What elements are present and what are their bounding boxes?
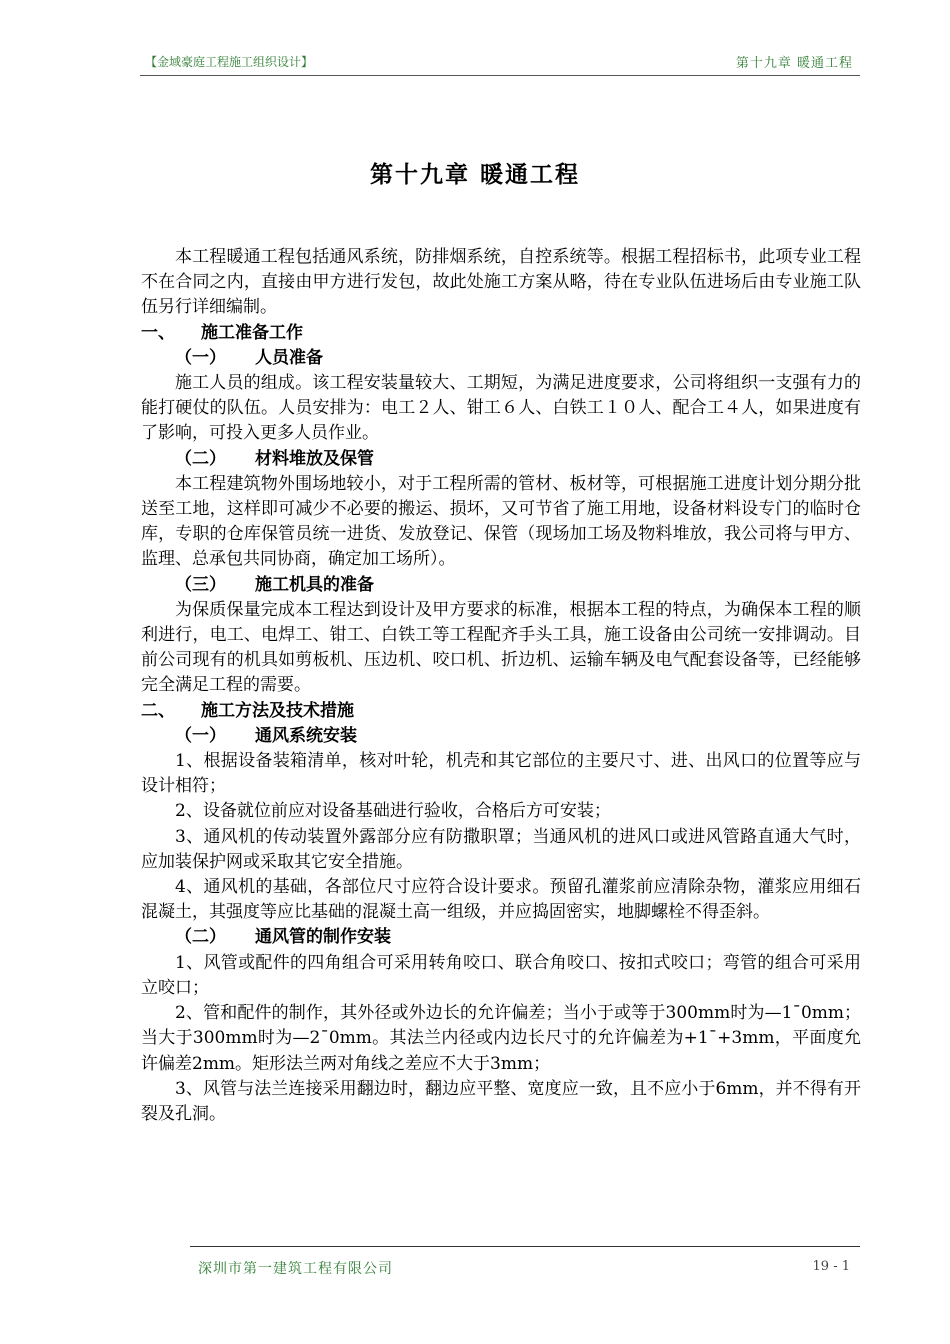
header-divider <box>140 75 860 76</box>
page-title: 第十九章 暖通工程 <box>369 161 580 188</box>
subsection-number: （一） <box>175 725 226 746</box>
intro-paragraph: 本工程暖通工程包括通风系统，防排烟系统，自控系统等。根据工程招标书，此项专业工程不在合同之内，直接由甲方进行发包，故此处施工方案从略，待在专业队伍进场后由专业施工队伍另行详细编制。 <box>141 247 861 318</box>
subsection-heading <box>141 724 861 749</box>
footer-divider <box>190 1246 860 1247</box>
subsection-title: 通风系统安装 <box>255 725 357 746</box>
list-item: 1、风管或配件的四角组合可采用转角咬口、联合角咬口、按扣式咬口；弯管的组合可采用立咬口； <box>141 952 861 998</box>
subsection-title: 施工机具的准备 <box>255 574 374 595</box>
subsection-heading <box>141 925 861 950</box>
header-document-title: 【金域豪庭工程施工组织设计】 <box>145 55 314 69</box>
list-item: 1、根据设备装箱清单，核对叶轮，机壳和其它部位的主要尺寸、进、出风口的位置等应与设计相符； <box>141 751 861 797</box>
document-body <box>141 245 861 1127</box>
section-title: 施工准备工作 <box>201 322 303 343</box>
subsection-title: 材料堆放及保管 <box>255 448 374 469</box>
section-heading <box>141 321 861 346</box>
page-number: 19 - 1 <box>812 1259 850 1274</box>
subsection-title: 通风管的制作安装 <box>255 927 391 948</box>
paragraph: 施工人员的组成。该工程安装量较大、工期短，为满足进度要求，公司将组织一支强有力的能打硬仗的队伍。人员安排为：电工２人、钳工６人、白铁工１０人、配合工４人，如果进度有了影响，可投入更多人员作业。 <box>141 373 861 444</box>
footer-company: 深圳市第一建筑工程有限公司 <box>198 1261 393 1277</box>
subsection-heading <box>141 447 861 472</box>
list-item: 2、设备就位前应对设备基础进行验收，合格后方可安装； <box>175 801 611 822</box>
section-number: 二、 <box>141 700 175 721</box>
subsection-number: （二） <box>175 927 226 948</box>
section-heading <box>141 699 861 724</box>
subsection-heading <box>141 346 861 371</box>
subsection-title: 人员准备 <box>255 347 323 368</box>
header-chapter-title: 第十九章 暖通工程 <box>735 56 853 71</box>
list-item: 3、风管与法兰连接采用翻边时，翻边应平整、宽度应一致，且不应小于6mm，并不得有开裂及孔洞。 <box>141 1078 861 1124</box>
paragraph: 本工程建筑物外围场地较小，对于工程所需的管材、板材等，可根据施工进度计划分期分批送至工地，这样即可减少不必要的搬运、损坏，又可节省了施工用地，设备材料设专门的临时仓库，专职的仓库保管员统一进货、发放登记、保管（现场加工场及物料堆放，我公司将与甲方、监理、总承包共同协商，确定加工场所）。 <box>141 473 861 570</box>
subsection-number: （二） <box>175 448 226 469</box>
list-item: 4、通风机的基础，各部位尺寸应符合设计要求。预留孔灌浆前应清除杂物，灌浆应用细石混凝土，其强度等应比基础的混凝土高一组级，并应捣固密实，地脚螺栓不得歪斜。 <box>141 877 861 923</box>
subsection-number: （一） <box>175 347 226 368</box>
subsection-heading <box>141 573 861 598</box>
section-number: 一、 <box>141 322 175 343</box>
list-item: 3、通风机的传动装置外露部分应有防撒职罩；当通风机的进风口或进风管路直通大气时，应加装保护网或采取其它安全措施。 <box>141 826 861 872</box>
paragraph: 为保质保量完成本工程达到设计及甲方要求的标准，根据本工程的特点，为确保本工程的顺利进行，电工、电焊工、钳工、白铁工等工程配齐手头工具，施工设备由公司统一安排调动。目前公司现有的机具如剪板机、压边机、咬口机、折边机、运输车辆及电气配套设备等，已经能够完全满足工程的需要。 <box>141 599 861 696</box>
section-title: 施工方法及技术措施 <box>201 700 354 721</box>
subsection-number: （三） <box>175 574 226 595</box>
list-item: 2、管和配件的制作，其外径或外边长的允许偏差；当小于或等于300mm时为—1¯0mm；当大于300mm时为—2¯0mm。其法兰内径或内边长尺寸的允许偏差为+1¯+3mm，平面度允许偏差2mm。矩形法兰两对角线之差应不大于3mm； <box>141 1003 861 1074</box>
